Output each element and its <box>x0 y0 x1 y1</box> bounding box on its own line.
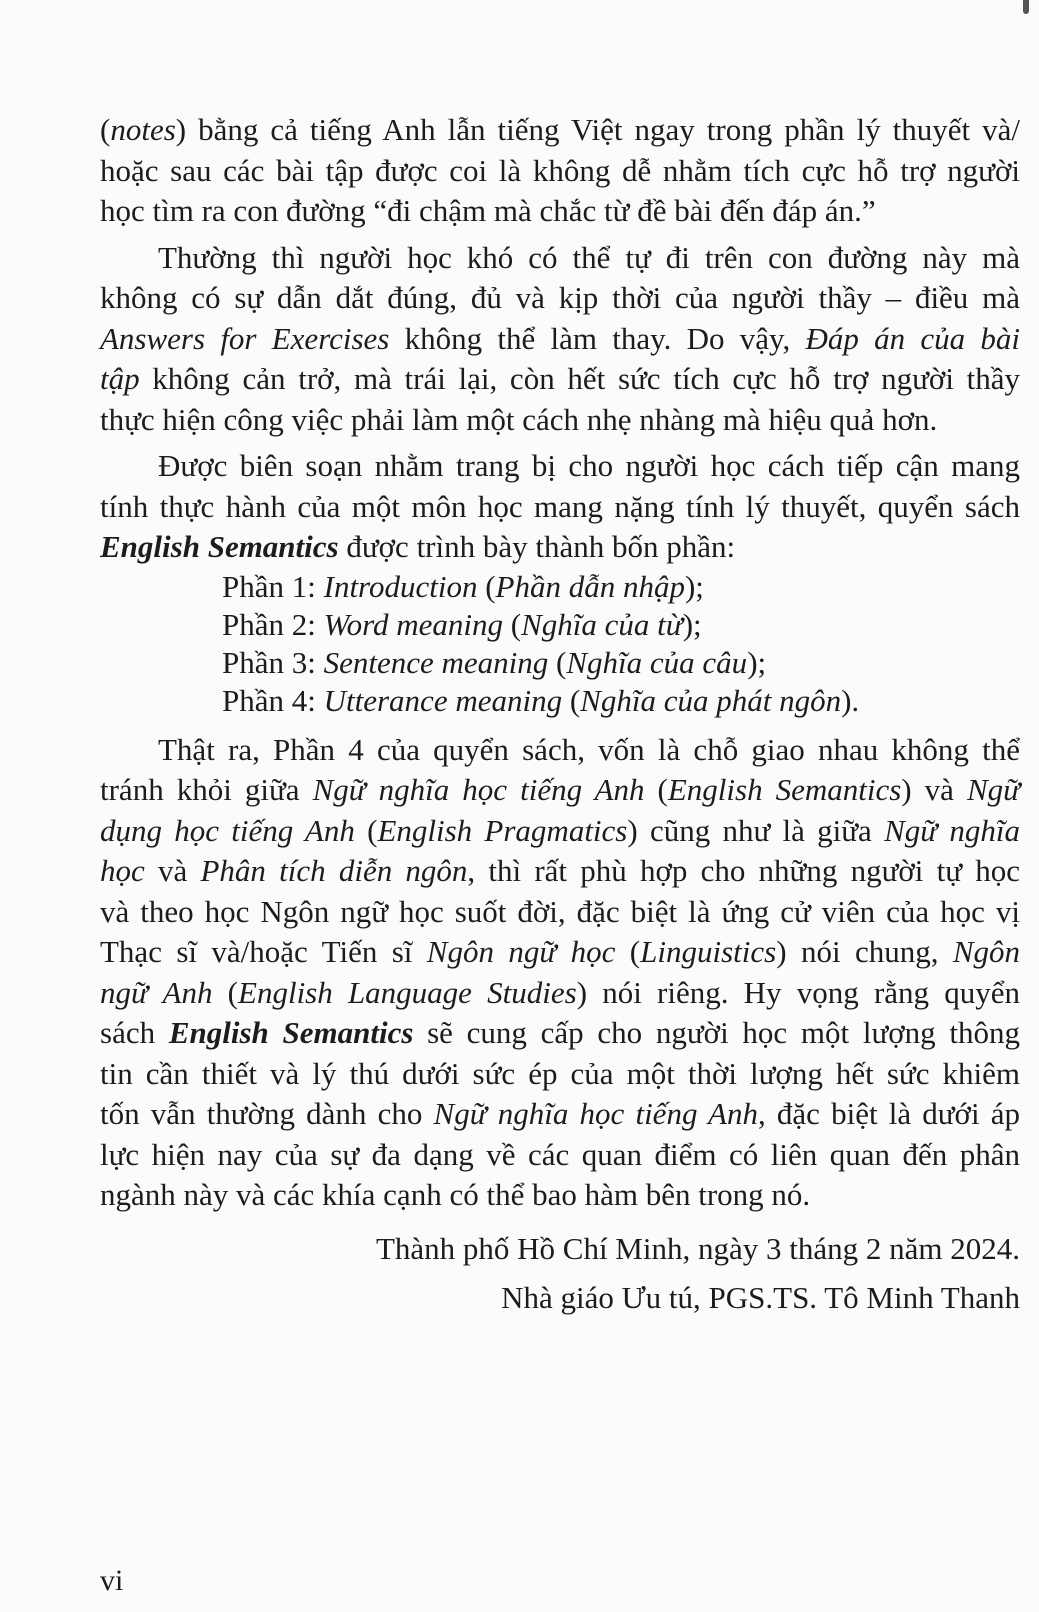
italic-run: Introduction <box>323 568 478 604</box>
text-line: Answers for Exercises không thể làm thay. Do vậy, Đáp án của bài <box>100 320 1020 356</box>
italic-run: tập <box>100 361 140 396</box>
page-edge-mark <box>1023 0 1029 14</box>
paragraph-3 <box>100 446 1020 568</box>
italic-run: Phần dẫn nhập <box>495 568 685 604</box>
italic-run: dụng học tiếng Anh <box>100 812 355 848</box>
italic-run: Phân tích diễn ngôn <box>200 853 468 888</box>
italic-run: Ngôn ngữ học <box>426 934 616 969</box>
italic-run: Sentence meaning <box>323 644 549 680</box>
paragraph-4 <box>100 730 1020 1216</box>
italic-run: English Language Studies <box>238 974 577 1010</box>
text-line: ngữ Anh (English Language Studies) nói riêng. Hy vọng rằng quyển <box>100 974 1020 1010</box>
text-line: (notes) bằng cả tiếng Anh lẫn tiếng Việt ngay trong phần lý thuyết và/ <box>100 112 1020 147</box>
text-line: không có sự dẫn dắt đúng, đủ và kịp thời của người thầy – điều mà <box>100 280 1020 315</box>
author-signature: Nhà giáo Ưu tú, PGS.TS. Tô Minh Thanh <box>501 1279 1020 1315</box>
italic-run: Answers for Exercises <box>100 320 390 356</box>
text-line: Thường thì người học khó có thể tự đi trên con đường này mà <box>158 239 1020 275</box>
bold-italic-run: English Semantics <box>100 529 339 564</box>
text-line: lực hiện nay của sự đa dạng về các quan điểm có liên quan đến phân <box>100 1136 1020 1172</box>
italic-run: notes <box>110 112 176 147</box>
text-line: tránh khỏi giữa Ngữ nghĩa học tiếng Anh (English Semantics) và Ngữ <box>100 772 1021 807</box>
page-body <box>100 110 1020 1322</box>
parts-list <box>100 568 1020 720</box>
italic-run: English Semantics <box>667 772 902 807</box>
italic-run: Utterance meaning <box>323 682 563 718</box>
place-date: Thành phố Hồ Chí Minh, ngày 3 tháng 2 năm 2024. <box>375 1230 1020 1266</box>
list-item: Phần 3: Sentence meaning (Nghĩa của câu); <box>222 644 767 680</box>
list-item: Phần 2: Word meaning (Nghĩa của từ); <box>222 606 702 642</box>
italic-run: English Pragmatics <box>377 812 628 848</box>
text-line: hoặc sau các bài tập được coi là không dễ nhằm tích cực hỗ trợ người <box>100 152 1020 188</box>
list-item: Phần 1: Introduction (Phần dẫn nhập); <box>222 568 704 604</box>
text-line: học và Phân tích diễn ngôn, thì rất phù hợp cho những người tự học <box>100 853 1020 888</box>
text-line: tin cần thiết và lý thú dưới sức ép của một thời lượng hết sức khiêm <box>100 1055 1020 1091</box>
italic-run: Nghĩa của câu <box>566 644 748 680</box>
text-line: Được biên soạn nhằm trang bị cho người học cách tiếp cận mang <box>158 448 1020 483</box>
text-line: Thạc sĩ và/hoặc Tiến sĩ Ngôn ngữ học (Linguistics) nói chung, Ngôn <box>100 934 1021 969</box>
italic-run: Linguistics <box>640 934 777 969</box>
text-line: tính thực hành của một môn học mang nặng tính lý thuyết, quyển sách <box>100 488 1020 524</box>
text-line: ngành này và các khía cạnh có thể bao hàm bên trong nó. <box>100 1177 811 1212</box>
text-line: sách English Semantics sẽ cung cấp cho người học một lượng thông <box>100 1015 1020 1050</box>
text-line: dụng học tiếng Anh (English Pragmatics) cũng như là giữa Ngữ nghĩa <box>100 812 1021 848</box>
italic-run: Ngôn <box>952 934 1021 969</box>
text-line: English Semantics được trình bày thành bốn phần: <box>100 529 736 564</box>
italic-run: Nghĩa của phát ngôn <box>580 682 842 718</box>
italic-run: Word meaning <box>323 606 504 642</box>
paragraph-2 <box>100 238 1020 441</box>
text-line: tốn vẫn thường dành cho Ngữ nghĩa học tiếng Anh, đặc biệt là dưới áp <box>100 1096 1020 1131</box>
signature-block <box>100 1224 1020 1322</box>
italic-run: Nghĩa của từ <box>521 606 683 642</box>
italic-run: Ngữ nghĩa <box>884 812 1021 848</box>
italic-run: Đáp án của bài <box>805 320 1020 356</box>
paragraph-1 <box>100 110 1020 232</box>
text-line: học tìm ra con đường “đi chậm mà chắc từ đề bài đến đáp án.” <box>100 193 876 228</box>
italic-run: Ngữ nghĩa học tiếng Anh <box>433 1096 758 1131</box>
italic-run: Ngữ nghĩa học tiếng Anh <box>312 772 645 807</box>
italic-run: Ngữ <box>966 772 1021 807</box>
italic-run: ngữ Anh <box>100 974 213 1010</box>
italic-run: học <box>100 853 145 888</box>
list-item: Phần 4: Utterance meaning (Nghĩa của phát ngôn). <box>222 682 860 718</box>
text-line: thực hiện công việc phải làm một cách nhẹ nhàng mà hiệu quả hơn. <box>100 401 938 437</box>
text-line: và theo học Ngôn ngữ học suốt đời, đặc biệt là ứng cử viên của học vị <box>100 893 1020 929</box>
bold-italic-run: English Semantics <box>168 1015 414 1050</box>
page-number: vi <box>100 1564 124 1597</box>
text-line: Thật ra, Phần 4 của quyển sách, vốn là chỗ giao nhau không thể <box>158 731 1020 767</box>
text-line: tập không cản trở, mà trái lại, còn hết sức tích cực hỗ trợ người thầy <box>100 361 1020 396</box>
